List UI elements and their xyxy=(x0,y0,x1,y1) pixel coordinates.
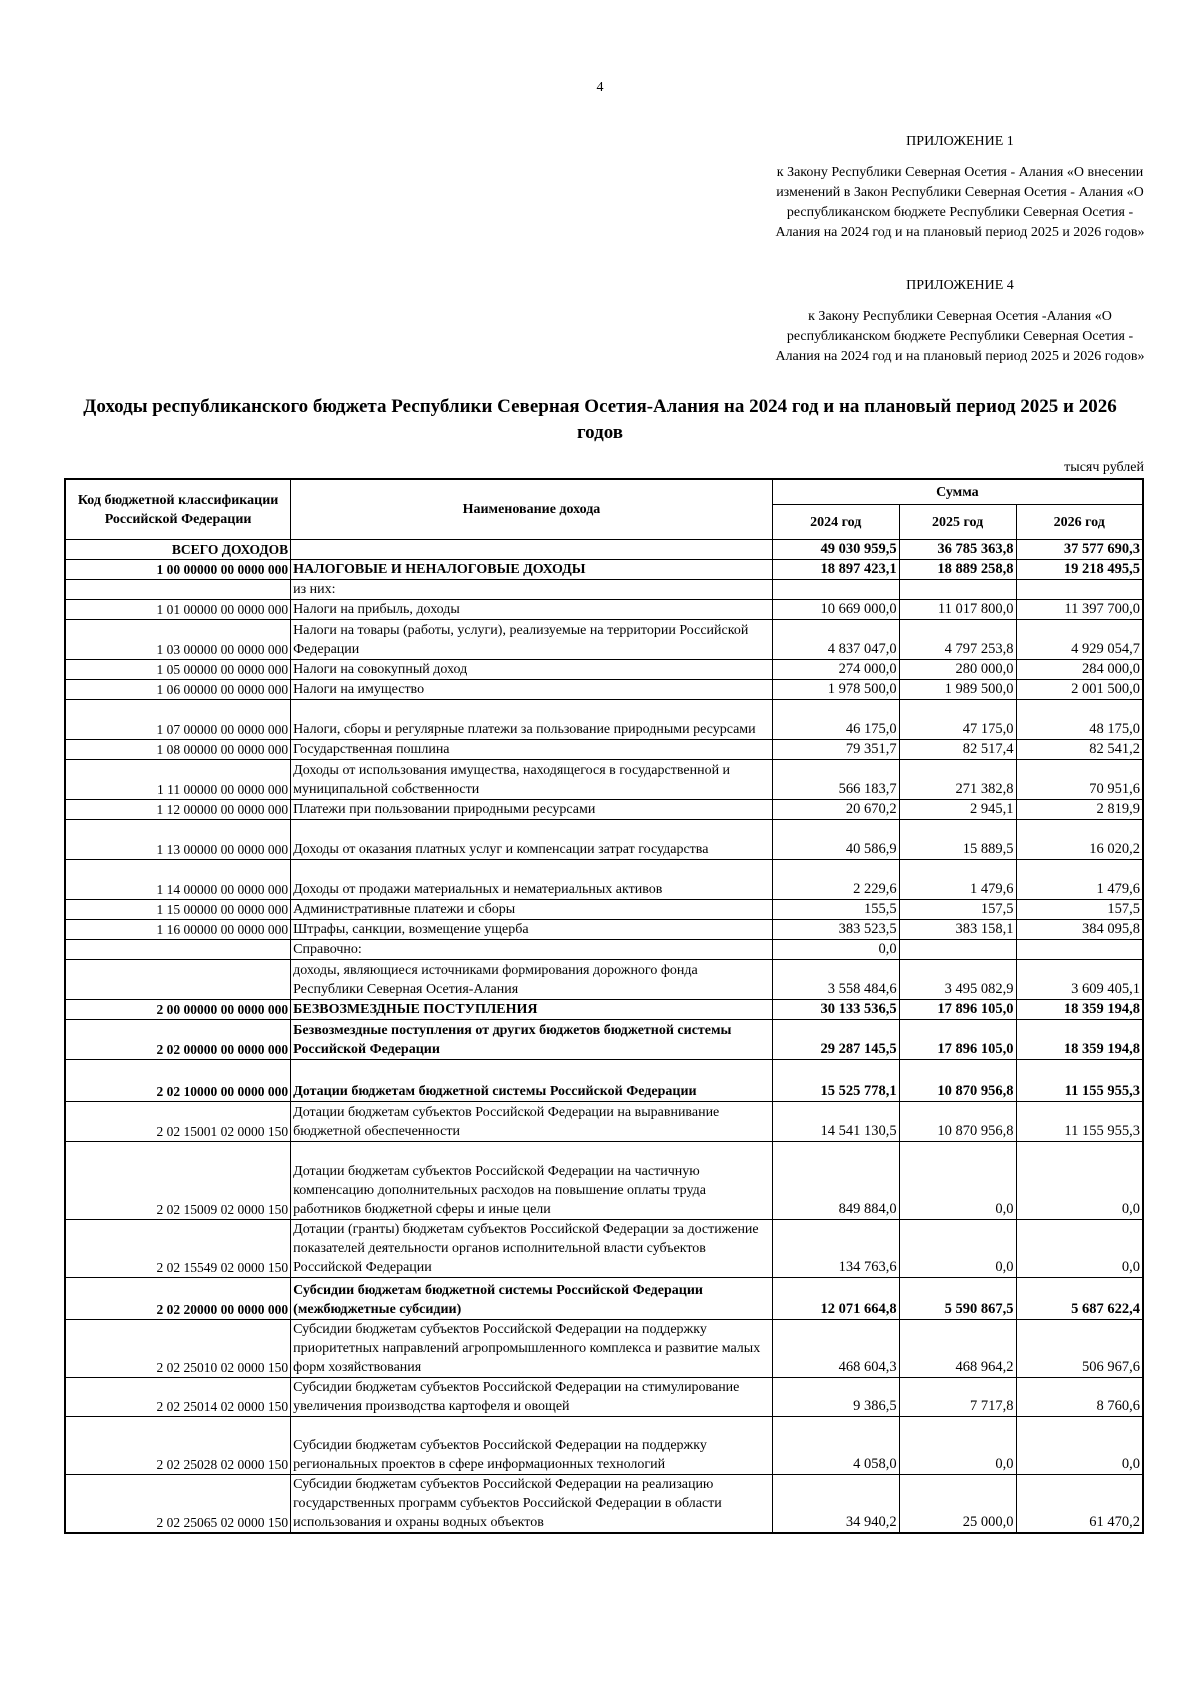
row-code: 2 02 25010 02 0000 150 xyxy=(65,1320,291,1378)
row-value-2025: 1 479,6 xyxy=(899,860,1016,900)
header-2024: 2024 год xyxy=(772,505,899,540)
row-name: Субсидии бюджетам бюджетной системы Российской Федерации (межбюджетные субсидии) xyxy=(291,1278,773,1320)
row-value-2024: 849 884,0 xyxy=(772,1142,899,1220)
row-value-2024: 274 000,0 xyxy=(772,660,899,680)
table-row xyxy=(65,900,1143,920)
table-row xyxy=(65,760,1143,800)
table-row xyxy=(65,620,1143,660)
row-value-2026: 284 000,0 xyxy=(1016,660,1143,680)
row-name: Субсидии бюджетам субъектов Российской Федерации на поддержку региональных проектов в сфере информационных технологий xyxy=(291,1417,773,1475)
row-value-2026: 0,0 xyxy=(1016,1142,1143,1220)
row-value-2024: 134 763,6 xyxy=(772,1220,899,1278)
table-row xyxy=(65,1060,1143,1102)
row-code: 1 03 00000 00 0000 000 xyxy=(65,620,291,660)
row-name: Налоги на совокупный доход xyxy=(291,660,773,680)
row-code: 2 02 20000 00 0000 000 xyxy=(65,1278,291,1320)
row-value-2024: 29 287 145,5 xyxy=(772,1020,899,1060)
row-name: Налоги на прибыль, доходы xyxy=(291,600,773,620)
row-value-2026: 0,0 xyxy=(1016,1417,1143,1475)
row-value-2026: 18 359 194,8 xyxy=(1016,1020,1143,1060)
row-code: 1 08 00000 00 0000 000 xyxy=(65,740,291,760)
row-code: 2 02 00000 00 0000 000 xyxy=(65,1020,291,1060)
row-value-2026: 37 577 690,3 xyxy=(1016,540,1143,560)
appendix1-text: к Закону Республики Северная Осетия - Алания «О внесении изменений в Закон Республики Северная Осетия - Алания «О республиканском бюджете Республики Северная Осетия - Алания на 2024 год и на плановый период 2025 и 2026 годов» xyxy=(775,165,1145,240)
table-row xyxy=(65,1417,1143,1475)
row-name: Справочно: xyxy=(291,940,773,960)
table-row xyxy=(65,1378,1143,1417)
table-row xyxy=(65,1278,1143,1320)
row-value-2024: 9 386,5 xyxy=(772,1378,899,1417)
row-name: Налоги, сборы и регулярные платежи за пользование природными ресурсами xyxy=(291,700,773,740)
row-name: Государственная пошлина xyxy=(291,740,773,760)
row-value-2026: 384 095,8 xyxy=(1016,920,1143,940)
row-name: Дотации бюджетам субъектов Российской Федерации на частичную компенсацию дополнительных расходов на повышение оплаты труда работников бюджетной сферы и иные цели xyxy=(291,1142,773,1220)
header-code: Код бюджетной классификации Российской Федерации xyxy=(65,479,291,540)
row-name: доходы, являющиеся источниками формирования дорожного фонда Республики Северная Осетия-Алания xyxy=(291,960,773,1000)
row-value-2025: 2 945,1 xyxy=(899,800,1016,820)
row-code: 2 02 25065 02 0000 150 xyxy=(65,1475,291,1534)
appendix4-title: ПРИЛОЖЕНИЕ 4 xyxy=(906,278,1014,293)
row-value-2024: 4 058,0 xyxy=(772,1417,899,1475)
row-value-2025 xyxy=(899,580,1016,600)
row-code: 1 06 00000 00 0000 000 xyxy=(65,680,291,700)
row-value-2024: 383 523,5 xyxy=(772,920,899,940)
table-row xyxy=(65,740,1143,760)
row-name: Дотации (гранты) бюджетам субъектов Российской Федерации за достижение показателей деятельности органов исполнительной власти субъектов Российской Федерации xyxy=(291,1220,773,1278)
row-name: Дотации бюджетам бюджетной системы Российской Федерации xyxy=(291,1060,773,1102)
revenue-table xyxy=(64,478,1144,1534)
units-label: тысяч рублей xyxy=(1064,460,1144,475)
row-value-2025: 17 896 105,0 xyxy=(899,1020,1016,1060)
row-value-2025: 271 382,8 xyxy=(899,760,1016,800)
row-value-2025: 4 797 253,8 xyxy=(899,620,1016,660)
row-value-2024: 49 030 959,5 xyxy=(772,540,899,560)
row-code xyxy=(65,580,291,600)
table-row xyxy=(65,560,1143,580)
row-value-2026: 3 609 405,1 xyxy=(1016,960,1143,1000)
table-row xyxy=(65,960,1143,1000)
row-value-2026: 18 359 194,8 xyxy=(1016,1000,1143,1020)
table-row xyxy=(65,1102,1143,1142)
row-value-2024: 468 604,3 xyxy=(772,1320,899,1378)
row-code: 2 02 10000 00 0000 000 xyxy=(65,1060,291,1102)
table-row xyxy=(65,580,1143,600)
appendix4-text: к Закону Республики Северная Осетия -Алания «О республиканском бюджете Республики Северная Осетия - Алания на 2024 год и на плановый период 2025 и 2026 годов» xyxy=(775,309,1145,364)
row-value-2026: 5 687 622,4 xyxy=(1016,1278,1143,1320)
table-row xyxy=(65,800,1143,820)
table-row xyxy=(65,920,1143,940)
row-value-2025: 17 896 105,0 xyxy=(899,1000,1016,1020)
row-name: Субсидии бюджетам субъектов Российской Федерации на поддержку приоритетных направлений агропромышленного комплекса и развитие малых форм хозяйствования xyxy=(291,1320,773,1378)
table-row xyxy=(65,540,1143,560)
row-value-2024: 15 525 778,1 xyxy=(772,1060,899,1102)
row-value-2026 xyxy=(1016,580,1143,600)
row-value-2025: 1 989 500,0 xyxy=(899,680,1016,700)
row-value-2026: 4 929 054,7 xyxy=(1016,620,1143,660)
row-code: 2 00 00000 00 0000 000 xyxy=(65,1000,291,1020)
row-code xyxy=(65,960,291,1000)
row-value-2025: 0,0 xyxy=(899,1220,1016,1278)
row-value-2026: 11 397 700,0 xyxy=(1016,600,1143,620)
row-value-2025: 18 889 258,8 xyxy=(899,560,1016,580)
row-value-2024: 1 978 500,0 xyxy=(772,680,899,700)
table-row xyxy=(65,680,1143,700)
header-2025: 2025 год xyxy=(899,505,1016,540)
row-value-2026 xyxy=(1016,940,1143,960)
table-row xyxy=(65,1220,1143,1278)
header-sum: Сумма xyxy=(772,479,1143,505)
table-row xyxy=(65,1000,1143,1020)
row-value-2024: 18 897 423,1 xyxy=(772,560,899,580)
row-value-2024: 40 586,9 xyxy=(772,820,899,860)
header-2026: 2026 год xyxy=(1016,505,1143,540)
row-value-2024: 4 837 047,0 xyxy=(772,620,899,660)
row-value-2024: 46 175,0 xyxy=(772,700,899,740)
row-value-2026: 506 967,6 xyxy=(1016,1320,1143,1378)
row-value-2024: 30 133 536,5 xyxy=(772,1000,899,1020)
row-value-2026: 11 155 955,3 xyxy=(1016,1060,1143,1102)
header-name: Наименование дохода xyxy=(291,479,773,540)
table-row xyxy=(65,940,1143,960)
row-name: из них: xyxy=(291,580,773,600)
row-name: Налоги на имущество xyxy=(291,680,773,700)
row-value-2025: 15 889,5 xyxy=(899,820,1016,860)
row-name: Административные платежи и сборы xyxy=(291,900,773,920)
table-row xyxy=(65,600,1143,620)
row-value-2026: 19 218 495,5 xyxy=(1016,560,1143,580)
row-value-2024: 155,5 xyxy=(772,900,899,920)
row-name: БЕЗВОЗМЕЗДНЫЕ ПОСТУПЛЕНИЯ xyxy=(291,1000,773,1020)
row-value-2024: 79 351,7 xyxy=(772,740,899,760)
row-code: 1 05 00000 00 0000 000 xyxy=(65,660,291,680)
row-name: Доходы от оказания платных услуг и компенсации затрат государства xyxy=(291,820,773,860)
row-value-2025: 157,5 xyxy=(899,900,1016,920)
row-name: Доходы от использования имущества, находящегося в государственной и муниципальной собственности xyxy=(291,760,773,800)
table-row xyxy=(65,820,1143,860)
row-code: 1 07 00000 00 0000 000 xyxy=(65,700,291,740)
row-code: 2 02 15001 02 0000 150 xyxy=(65,1102,291,1142)
row-code: 1 15 00000 00 0000 000 xyxy=(65,900,291,920)
row-name: Субсидии бюджетам субъектов Российской Федерации на реализацию государственных программ субъектов Российской Федерации в области использования и охраны водных объектов xyxy=(291,1475,773,1534)
row-value-2024: 14 541 130,5 xyxy=(772,1102,899,1142)
row-value-2026: 48 175,0 xyxy=(1016,700,1143,740)
row-name: Дотации бюджетам субъектов Российской Федерации на выравнивание бюджетной обеспеченности xyxy=(291,1102,773,1142)
row-value-2026: 8 760,6 xyxy=(1016,1378,1143,1417)
row-code: 1 01 00000 00 0000 000 xyxy=(65,600,291,620)
row-name: Платежи при пользовании природными ресурсами xyxy=(291,800,773,820)
row-value-2026: 11 155 955,3 xyxy=(1016,1102,1143,1142)
table-row xyxy=(65,700,1143,740)
row-name: НАЛОГОВЫЕ И НЕНАЛОГОВЫЕ ДОХОДЫ xyxy=(291,560,773,580)
row-value-2026: 61 470,2 xyxy=(1016,1475,1143,1534)
row-value-2024: 3 558 484,6 xyxy=(772,960,899,1000)
row-value-2025: 10 870 956,8 xyxy=(899,1102,1016,1142)
row-name: Штрафы, санкции, возмещение ущерба xyxy=(291,920,773,940)
row-name: Субсидии бюджетам субъектов Российской Федерации на стимулирование увеличения производства картофеля и овощей xyxy=(291,1378,773,1417)
row-value-2024 xyxy=(772,580,899,600)
row-value-2026: 70 951,6 xyxy=(1016,760,1143,800)
row-value-2025: 5 590 867,5 xyxy=(899,1278,1016,1320)
row-value-2025: 82 517,4 xyxy=(899,740,1016,760)
row-code: ВСЕГО ДОХОДОВ xyxy=(65,540,291,560)
row-value-2024: 34 940,2 xyxy=(772,1475,899,1534)
table-row xyxy=(65,1142,1143,1220)
table-row xyxy=(65,660,1143,680)
row-value-2024: 566 183,7 xyxy=(772,760,899,800)
row-value-2026: 82 541,2 xyxy=(1016,740,1143,760)
row-value-2025: 11 017 800,0 xyxy=(899,600,1016,620)
row-value-2024: 12 071 664,8 xyxy=(772,1278,899,1320)
row-name: Налоги на товары (работы, услуги), реализуемые на территории Российской Федерации xyxy=(291,620,773,660)
row-value-2026: 157,5 xyxy=(1016,900,1143,920)
row-value-2025: 383 158,1 xyxy=(899,920,1016,940)
row-value-2025: 0,0 xyxy=(899,1417,1016,1475)
row-value-2024: 2 229,6 xyxy=(772,860,899,900)
row-code: 1 13 00000 00 0000 000 xyxy=(65,820,291,860)
table-row xyxy=(65,1320,1143,1378)
row-name: Доходы от продажи материальных и нематериальных активов xyxy=(291,860,773,900)
row-value-2025: 280 000,0 xyxy=(899,660,1016,680)
row-name xyxy=(291,540,773,560)
row-value-2025: 0,0 xyxy=(899,1142,1016,1220)
appendix1-title: ПРИЛОЖЕНИЕ 1 xyxy=(906,134,1014,149)
row-code: 2 02 25028 02 0000 150 xyxy=(65,1417,291,1475)
page-number: 4 xyxy=(596,80,604,95)
row-code: 2 02 15549 02 0000 150 xyxy=(65,1220,291,1278)
row-code: 2 02 15009 02 0000 150 xyxy=(65,1142,291,1220)
row-value-2025: 3 495 082,9 xyxy=(899,960,1016,1000)
row-value-2025 xyxy=(899,940,1016,960)
row-value-2025: 36 785 363,8 xyxy=(899,540,1016,560)
row-value-2026: 1 479,6 xyxy=(1016,860,1143,900)
table-row xyxy=(65,860,1143,900)
table-row xyxy=(65,1020,1143,1060)
row-value-2026: 2 819,9 xyxy=(1016,800,1143,820)
row-code xyxy=(65,940,291,960)
row-code: 1 00 00000 00 0000 000 xyxy=(65,560,291,580)
row-value-2024: 10 669 000,0 xyxy=(772,600,899,620)
row-value-2026: 0,0 xyxy=(1016,1220,1143,1278)
row-code: 1 14 00000 00 0000 000 xyxy=(65,860,291,900)
row-code: 1 11 00000 00 0000 000 xyxy=(65,760,291,800)
row-value-2024: 0,0 xyxy=(772,940,899,960)
row-code: 1 16 00000 00 0000 000 xyxy=(65,920,291,940)
row-value-2025: 468 964,2 xyxy=(899,1320,1016,1378)
row-value-2025: 47 175,0 xyxy=(899,700,1016,740)
row-code: 2 02 25014 02 0000 150 xyxy=(65,1378,291,1417)
row-value-2026: 16 020,2 xyxy=(1016,820,1143,860)
table-row xyxy=(65,1475,1143,1534)
row-code: 1 12 00000 00 0000 000 xyxy=(65,800,291,820)
row-value-2026: 2 001 500,0 xyxy=(1016,680,1143,700)
row-value-2025: 25 000,0 xyxy=(899,1475,1016,1534)
row-value-2025: 10 870 956,8 xyxy=(899,1060,1016,1102)
row-value-2025: 7 717,8 xyxy=(899,1378,1016,1417)
document-title: Доходы республиканского бюджета Республики Северная Осетия-Алания на 2024 год и на плановый период 2025 и 2026 годов xyxy=(83,396,1117,443)
row-name: Безвозмездные поступления от других бюджетов бюджетной системы Российской Федерации xyxy=(291,1020,773,1060)
row-value-2024: 20 670,2 xyxy=(772,800,899,820)
